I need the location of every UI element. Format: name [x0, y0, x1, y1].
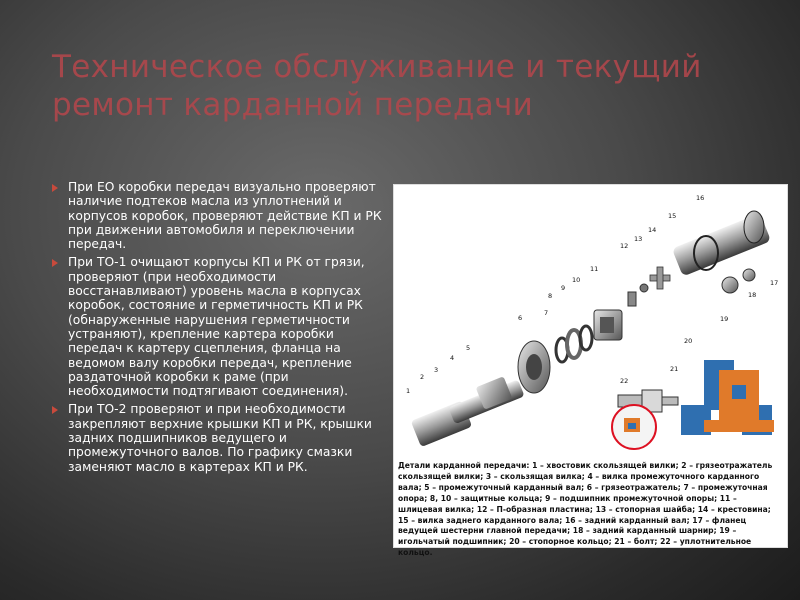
bullet-list: [52, 180, 387, 478]
label-20: 20: [684, 337, 693, 345]
driveshaft-diagram: [393, 184, 788, 558]
label-13: 13: [634, 235, 643, 243]
intermediate-support-part: [518, 341, 550, 393]
label-15: 15: [668, 212, 677, 220]
label-7: 7: [544, 309, 549, 317]
bullet-text: При ЕО коробки передач визуально проверяют наличие подтеков масла из уплотнений и корпусов коробок, проверяют действие КП и РК при движении автомобиля и переключении передач.: [68, 180, 382, 252]
bullet-item: [52, 255, 387, 398]
label-3: 3: [434, 366, 439, 374]
label-4: 4: [450, 354, 455, 362]
slide-title: Техническое обслуживание и текущий ремонт карданной передачи: [52, 49, 702, 123]
label-18: 18: [748, 291, 757, 299]
needle-bearing-part: [722, 269, 755, 293]
bullet-arrow-icon: [52, 184, 58, 192]
label-22: 22: [620, 377, 629, 385]
bullet-arrow-icon: [52, 259, 58, 267]
bullet-item: [52, 180, 387, 251]
bullet-arrow-icon: [52, 406, 58, 414]
figure-caption: Детали карданной передачи: 1 – хвостовик скользящей вилки; 2 – грязеотражатель скользящей вилки; 3 – скользящая вилка; 4 – вилка промежуточного карданного вала; 5 – промежуточный карданный вал; 6 – грязеотражатель; 7 – промежуточная опора; 8, 10 – защитные кольца; 9 – подшипник промежуточной опоры; 11 – шлицевая вилка; 12 – П-образная пластина; 13 – стопорная шайба; 14 – крестовина; 15 – вилка заднего карданного вала; 16 – задний карданный вал; 17 – фланец ведущей шестерни главной передачи; 18 – задний карданный шарнир; 19 – игольчатый подшипник; 20 – стопорное кольцо; 21 – болт; 22 – уплотнительное кольцо.: [398, 461, 773, 558]
label-9: 9: [561, 284, 566, 292]
label-8: 8: [548, 292, 553, 300]
rear-shaft-part: [672, 211, 771, 277]
label-14: 14: [648, 226, 657, 234]
u-plate-and-washer: [628, 284, 648, 306]
bullet-item: [52, 402, 387, 473]
label-11: 11: [590, 265, 599, 273]
label-10: 10: [572, 276, 581, 284]
bullet-text: При ТО-2 проверяют и при необходимости закрепляют верхние крышки КП и РК, крышки задних подшипников ведущего и промежуточного валов. По графику смазки заменяют масло в картерах КП и РК.: [68, 402, 372, 474]
label-2: 2: [420, 373, 425, 381]
inset-detail-circle: [612, 405, 656, 449]
label-21: 21: [670, 365, 679, 373]
exploded-view-illustration: [394, 185, 787, 465]
spline-yoke-part: [594, 310, 622, 340]
label-19: 19: [720, 315, 729, 323]
bullet-text: При ТО-1 очищают корпусы КП и РК от грязи, проверяют (при необходимости восстанавливают) уровень масла в корпусах коробок, состояние и герметичность КП и РК (обнаруженные нарушения герметичности устраняют), крепление картера коробки передач к картеру сцепления, фланца на ведомом валу коробки передач, крепление раздаточной коробки к раме (при необходимости подтягивают соединения).: [68, 255, 365, 399]
bearing-rings: [556, 326, 592, 362]
intermediate-shaft-part: [448, 376, 524, 424]
label-5: 5: [466, 344, 471, 352]
label-1: 1: [406, 387, 411, 395]
cross-part: [650, 267, 670, 289]
label-12: 12: [620, 242, 629, 250]
label-6: 6: [518, 314, 523, 322]
label-17: 17: [770, 279, 779, 287]
label-16: 16: [696, 194, 705, 202]
